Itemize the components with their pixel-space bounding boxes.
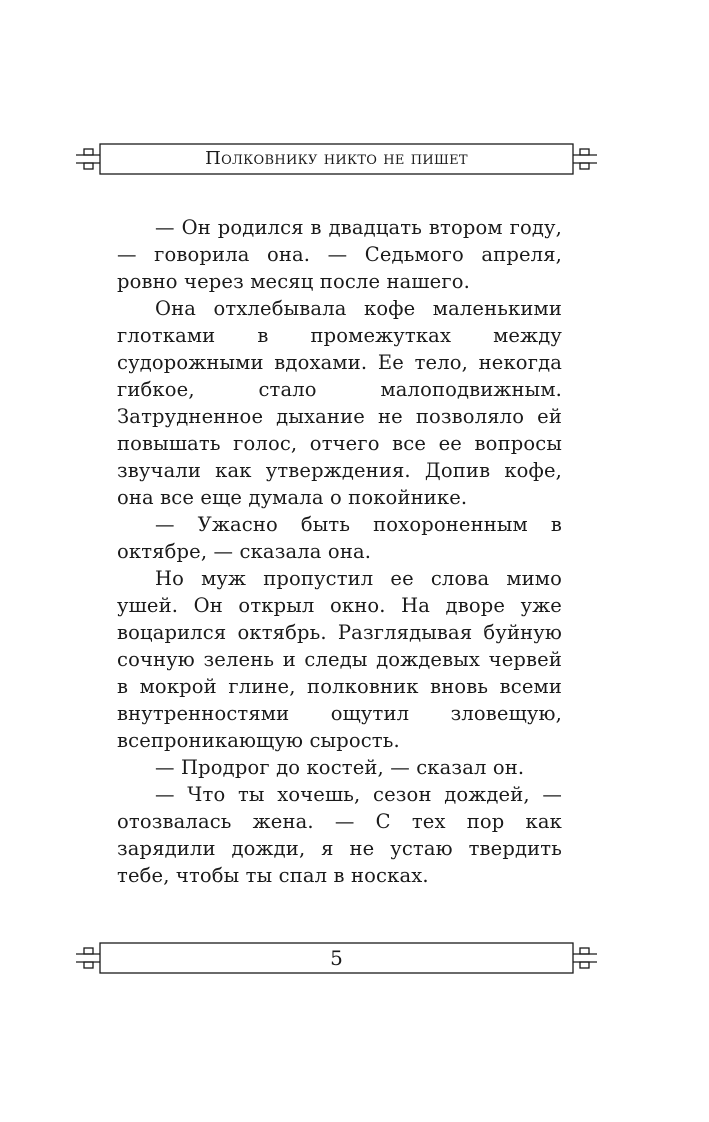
paragraph: — Он родился в двадцать втором году, — говорила она. — Седьмого апреля, ровно через месяц после нашего. xyxy=(117,216,562,293)
paragraph: Она отхлебывала кофе маленькими глотками в промежутках между судорожными вдохами. Ее тело, некогда гибкое, стало малоподвижным. Затрудненное дыхание не позволяло ей повышать голос, отчего все ее вопросы звучали как утверждения. Допив кофе, она все еще думала о покойнике. xyxy=(117,297,562,509)
running-title: Полковнику никто не пишет xyxy=(205,148,468,169)
page-footer xyxy=(74,941,599,975)
page-body xyxy=(117,214,562,889)
paragraph: — Продрог до костей, — сказал он. xyxy=(155,756,525,779)
paragraph: — Что ты хочешь, сезон дождей, — отозвалась жена. — С тех пор как зарядили дожди, я не устаю твердить тебе, чтобы ты спал в носках. xyxy=(117,783,562,887)
paragraph: — Ужасно быть похороненным в октябре, — сказала она. xyxy=(117,513,562,563)
running-header xyxy=(74,142,599,176)
paragraph: Но муж пропустил ее слова мимо ушей. Он открыл окно. На дворе уже воцарился октябрь. Разглядывая буйную сочную зелень и следы дождевых червей в мокрой глине, полковник вновь всеми внутренностями ощутил зловещую, всепроникающую сырость. xyxy=(117,567,562,752)
page-number: 5 xyxy=(330,946,343,970)
